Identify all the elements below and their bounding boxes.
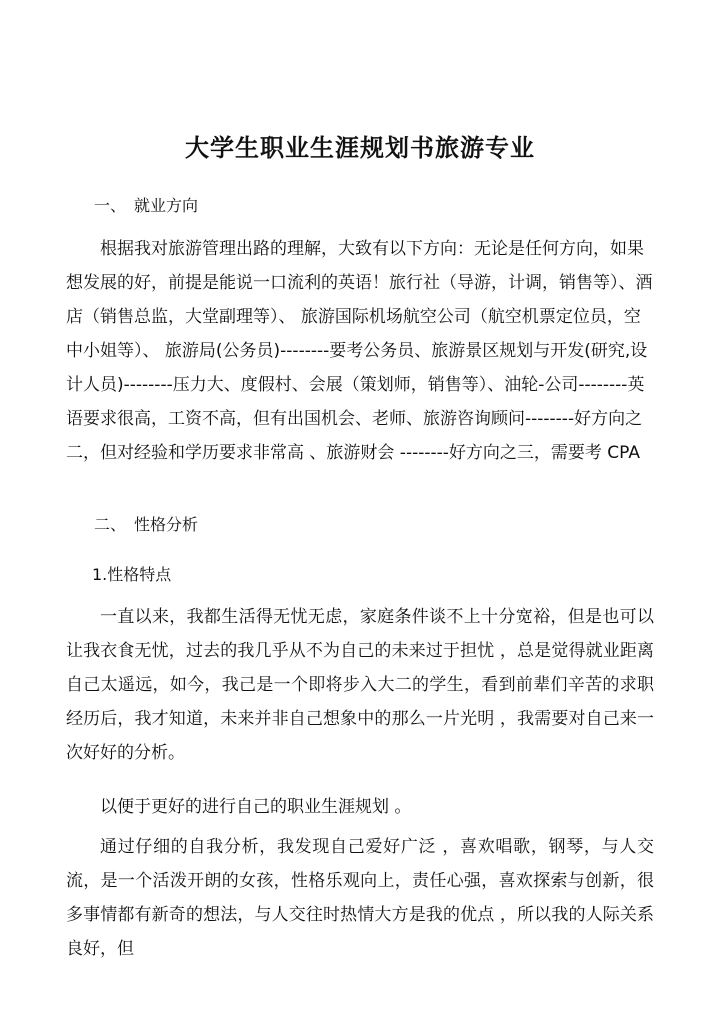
section-heading-personality bbox=[94, 512, 198, 535]
section-heading-employment bbox=[94, 193, 198, 216]
section-heading-text: 性格分析 bbox=[134, 515, 199, 534]
paragraph-purpose: 以便于更好的进行自己的职业生涯规划 。 bbox=[100, 797, 412, 817]
section-heading-text: 就业方向 bbox=[134, 196, 199, 215]
paragraph-background: 一直以来，我都生活得无忧无虑，家庭条件谈不上十分宽裕，但是也可以让我衣食无忧，过去的我几乎从不为自己的未来过于担忧 ，总是觉得就业距离自己太遥远，如今，我己是一个即将步入大二的学生，看到前辈们辛苦的求职经历后，我才知道，未来并非自己想象中的那么一片光明 ，我需要对自己来一次好好的分析。 bbox=[66, 607, 654, 763]
section-number: 二、 bbox=[94, 515, 127, 534]
document-title: 大学生职业生涯规划书旅游专业 bbox=[185, 133, 535, 162]
section-number: 一、 bbox=[94, 196, 127, 215]
paragraph-employment-directions: 根据我对旅游管理出路的理解，大致有以下方向：无论是任何方向，如果想发展的好，前提是能说一口流利的英语！旅行社（导游，计调，销售等）、酒店（销售总监，大堂副理等）、 旅游国际机场航空公司（航空机票定位员，空中小姐等）、 旅游局(公务员)--------要考公务员、旅游景区规划与开发(研究,设计人员)--------压力大、度假村、会展（策划师，销售等）、油轮-公司--------英语要求很高，工资不高，但有出国机会、老师、旅游咨询顾问--------好方向之二，但对经验和学历要求非常高 、旅游财会 --------好方向之三，需要考 CPA bbox=[66, 239, 653, 463]
subheading-personality-traits: 1.性格特点 bbox=[92, 565, 172, 584]
paragraph-self-analysis: 通过仔细的自我分析，我发现自己爱好广泛 ，喜欢唱歌，钢琴，与人交流，是一个活泼开朗的女孩，性格乐观向上，责任心强，喜欢探索与创新，很多事情都有新奇的想法，与人交往时热情大方是我的优点 ，所以我的人际关系良好，但 bbox=[66, 837, 654, 959]
